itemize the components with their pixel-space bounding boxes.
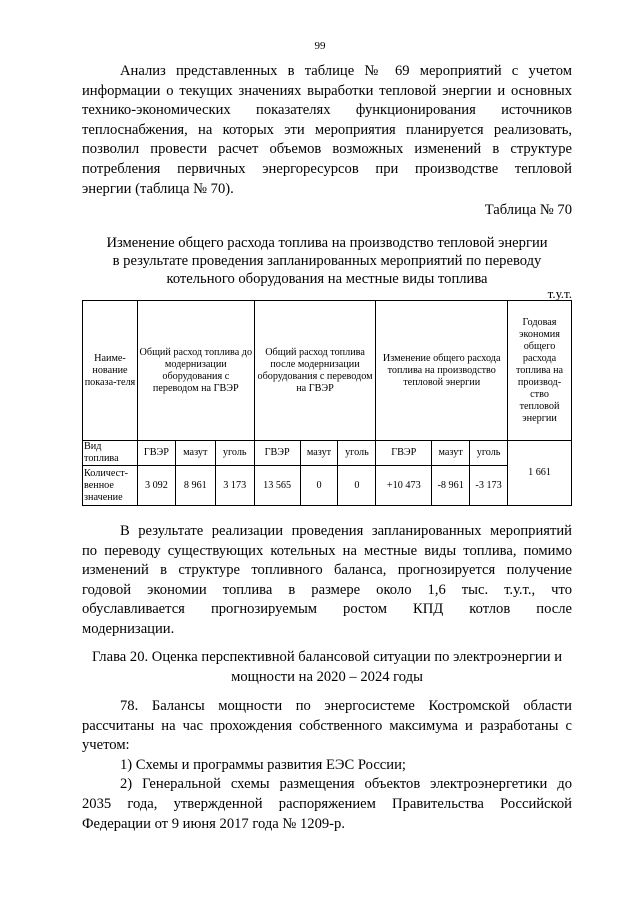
fuel-type-cell: ГВЭР xyxy=(254,441,300,466)
result-line: изменений в структуре топливного баланса, прогнозируется получение xyxy=(82,562,572,579)
fuel-type-cell: мазут xyxy=(432,441,470,466)
intro-line: энергии (таблица № 70). xyxy=(82,180,234,197)
value-cell: 8 961 xyxy=(175,466,215,506)
intro-line: потребления первичных энергоресурсов при производстве тепловой xyxy=(82,160,572,177)
value-cell: 0 xyxy=(300,466,338,506)
chapter-heading-line: Глава 20. Оценка перспективной балансовой ситуации по электроэнергии и xyxy=(91,649,563,665)
table-title xyxy=(82,234,572,288)
fuel-type-cell: ГВЭР xyxy=(137,441,175,466)
chapter-heading xyxy=(82,648,572,687)
p78-line: учетом: xyxy=(82,737,130,754)
header-after: Общий расход топлива после модернизации оборудования с переводом на ГВЭР xyxy=(254,301,376,441)
row-fuel-label: Вид топлива xyxy=(83,441,138,466)
table-header-row xyxy=(83,301,572,441)
list-item-2-line: Федерации от 9 июня 2017 года № 1209-р. xyxy=(82,815,345,832)
intro-line: технико-экономических показателях функционирования источников xyxy=(82,102,572,119)
header-saving: Годовая экономия общего расхода топлива на производ-ство тепловой энергии xyxy=(508,301,572,441)
intro-paragraph xyxy=(82,62,572,199)
table-title-line: в результате проведения запланированных мероприятий по переводу xyxy=(112,253,542,269)
result-line: по переводу существующих котельных на местные виды топлива, помимо xyxy=(82,542,572,559)
intro-line: позволил провести расчет объемов возможных изменений в структуре xyxy=(82,141,572,158)
value-cell: 3 173 xyxy=(215,466,254,506)
intro-line: теплоснабжения, на которых эти мероприятия планируется реализовать, xyxy=(82,121,572,138)
table-row-quantity xyxy=(83,466,572,506)
fuel-type-cell: уголь xyxy=(470,441,508,466)
page-number: 99 xyxy=(314,40,326,52)
table-unit: т.у.т. xyxy=(547,286,572,301)
table-number: Таблица № 70 xyxy=(484,202,572,218)
p78-line: 78. Балансы мощности по энергосистеме Костромской области xyxy=(120,698,572,714)
chapter-heading-line: мощности на 2020 – 2024 годы xyxy=(231,668,423,685)
intro-line: информации о текущих значениях выработки тепловой энергии и основных xyxy=(82,82,572,99)
list-item-2-line: 2) Генеральной схемы размещения объектов электроэнергетики до xyxy=(120,776,572,793)
value-cell: 13 565 xyxy=(254,466,300,506)
list-item-2-line: 2035 года, утвержденной распоряжением Правительства Российской xyxy=(82,795,572,812)
result-line: обуславливается прогнозируемым ростом КПД котлов после xyxy=(82,601,572,618)
fuel-type-cell: уголь xyxy=(215,441,254,466)
fuel-type-cell: мазут xyxy=(175,441,215,466)
intro-line: Анализ представленных в таблице № 69 мероприятий с учетом xyxy=(120,63,572,79)
value-cell: 3 092 xyxy=(137,466,175,506)
header-change: Изменение общего расхода топлива на производство тепловой энергии xyxy=(376,301,508,441)
value-cell: +10 473 xyxy=(376,466,432,506)
paragraph-78 xyxy=(82,697,572,834)
row-quantity-label: Количест-венное значение xyxy=(83,466,138,506)
fuel-type-cell: мазут xyxy=(300,441,338,466)
value-cell: -8 961 xyxy=(432,466,470,506)
fuel-type-cell: ГВЭР xyxy=(376,441,432,466)
fuel-type-cell: уголь xyxy=(338,441,376,466)
result-line: модернизации. xyxy=(82,620,175,637)
value-cell: -3 173 xyxy=(470,466,508,506)
header-before: Общий расход топлива до модернизации оборудования с переводом на ГВЭР xyxy=(137,301,254,441)
result-paragraph xyxy=(82,522,572,640)
saving-value: 1 661 xyxy=(508,441,572,506)
result-line: В результате реализации проведения запланированных мероприятий xyxy=(120,523,572,539)
value-cell: 0 xyxy=(338,466,376,506)
header-indicator: Наиме-нование показа-теля xyxy=(83,301,138,441)
table-title-line: котельного оборудования на местные виды топлива xyxy=(166,271,488,287)
result-line: годовой экономии топлива в размере около 1,6 тыс. т.у.т., что xyxy=(82,581,572,598)
list-item-1: 1) Схемы и программы развития ЕЭС России; xyxy=(120,756,406,773)
p78-line: рассчитаны на час прохождения собственного максимума и разработаны с xyxy=(82,717,572,734)
fuel-table xyxy=(82,300,572,506)
table-row-fuel xyxy=(83,441,572,466)
table-title-line: Изменение общего расхода топлива на производство тепловой энергии xyxy=(106,235,548,251)
